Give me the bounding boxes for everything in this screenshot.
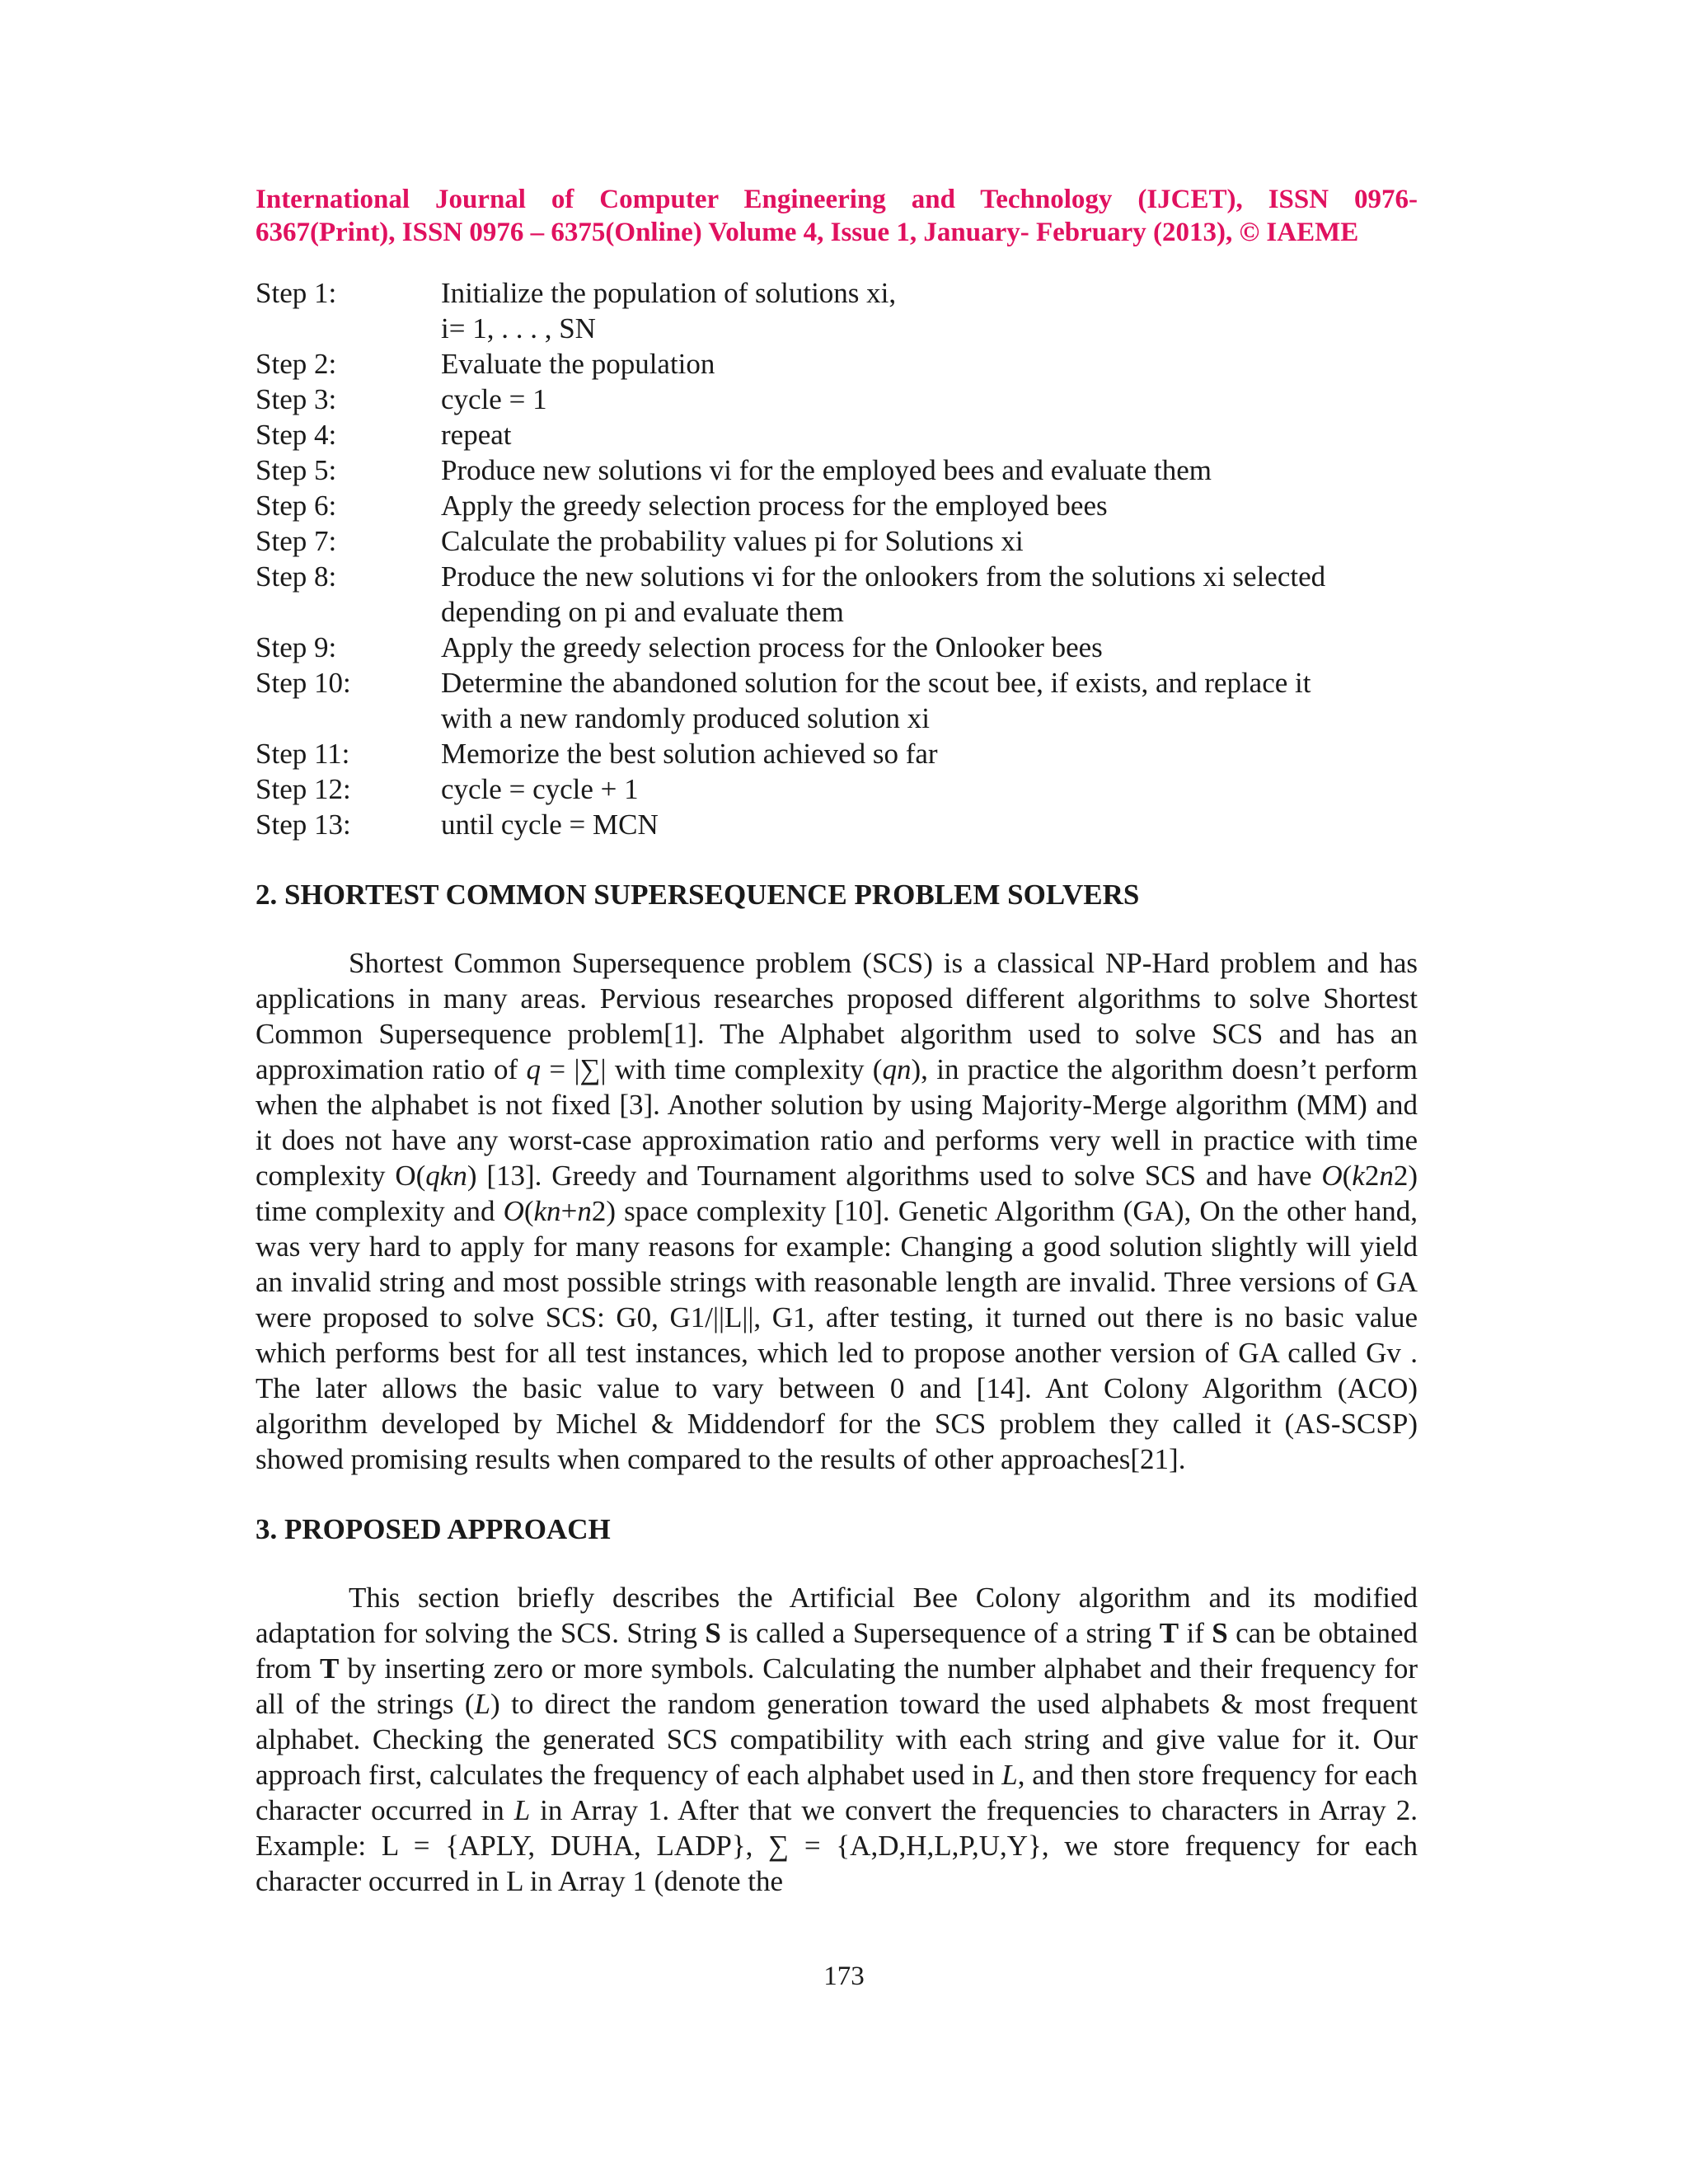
text-run: can be obtained from [256, 1617, 1418, 1685]
text-run: kn [533, 1195, 561, 1227]
step-description [441, 523, 1418, 559]
step-description [441, 488, 1418, 523]
text-run: T [1159, 1617, 1179, 1649]
step-label: Step 6: [256, 490, 337, 522]
step-line: Apply the greedy selection process for the employed bees [441, 490, 1108, 522]
step-row [256, 736, 1418, 771]
text-run: 2 [1364, 1160, 1380, 1192]
text-run: n [1379, 1160, 1394, 1192]
step-label: Step 10: [256, 667, 351, 699]
text-run: is called a Supersequence of a string [720, 1617, 1160, 1649]
text-run: L [474, 1688, 490, 1720]
step-row [256, 346, 1418, 382]
step-line: repeat [441, 419, 512, 451]
text-run: This section briefly describes the Artificial Bee Colony algorithm and its modified adaptation for solving the SCS. String [256, 1582, 1418, 1649]
step-line: Apply the greedy selection process for the Onlooker bees [441, 631, 1103, 663]
text-run: 2) space complexity [10]. Genetic Algorithm (GA), On the other hand, was very hard to apply for many reasons for example: Changing a good solution slightly will yield an invalid string and most possible strings with reasonable length are invalid. Three versions of GA were proposed to solve SCS: G0, G1/||L||, G1, after testing, it turned out there is no basic value which performs best for all test instances, which led to propose another version of GA called Gv . The later allows the basic value to vary between 0 and [14]. Ant Colony Algorithm (ACO) algorithm developed by Michel & Middendorf for the SCS problem they called it (AS-SCSP) showed promising results when compared to the results of other approaches[21]. [256, 1195, 1418, 1475]
text-run: ) to direct the random generation toward the used alphabets & most frequent alphabet. Checking the generated SCS compatibility with each string and give value for it. Our approach first, calculates the frequency of each alphabet used in [256, 1688, 1418, 1791]
text-run: S [705, 1617, 721, 1649]
step-row [256, 771, 1418, 807]
step-description [441, 771, 1418, 807]
step-description [441, 275, 1418, 346]
step-row [256, 559, 1418, 630]
step-row [256, 488, 1418, 523]
step-row [256, 665, 1418, 736]
step-description [441, 665, 1418, 736]
step-description [441, 736, 1418, 771]
text-run: qn [882, 1053, 912, 1085]
section-3-paragraph [256, 1580, 1418, 1899]
text-run: by inserting zero or more symbols. Calculating the number alphabet and their frequency for all of the strings ( [256, 1652, 1418, 1720]
step-row [256, 417, 1418, 452]
step-line: until cycle = MCN [441, 808, 659, 841]
step-line: Memorize the best solution achieved so far [441, 738, 938, 770]
step-description [441, 382, 1418, 417]
step-line: Produce new solutions vi for the employed bees and evaluate them [441, 454, 1212, 486]
section-3-title: 3. PROPOSED APPROACH [256, 1513, 611, 1545]
step-description [441, 630, 1418, 665]
step-label: Step 8: [256, 560, 337, 593]
journal-header [256, 183, 1418, 249]
text-run: L [513, 1794, 531, 1826]
step-label: Step 1: [256, 277, 337, 309]
text-run: n [577, 1195, 592, 1227]
text-run: in Array 1. After that we convert the frequencies to characters in Array 2. Example: L = {APLY, DUHA, LADP}, ∑ = {A,D,H,L,P,U,Y}, we store frequency for each character occurred in L in Array 1 (denote the [256, 1794, 1418, 1897]
step-label: Step 9: [256, 631, 337, 663]
text-run: ( [523, 1195, 534, 1227]
step-description [441, 346, 1418, 382]
section-2-title: 2. SHORTEST COMMON SUPERSEQUENCE PROBLEM SOLVERS [256, 879, 1140, 911]
step-label: Step 2: [256, 348, 337, 380]
step-line: depending on pi and evaluate them [441, 596, 844, 628]
page-content [256, 183, 1418, 1899]
text-run: T [320, 1652, 340, 1685]
step-description [441, 559, 1418, 630]
step-row [256, 382, 1418, 417]
step-line: Determine the abandoned solution for the scout bee, if exists, and replace it [441, 667, 1311, 699]
text-run: 2) time complexity and [256, 1160, 1418, 1227]
step-line: Evaluate the population [441, 348, 715, 380]
step-line: cycle = cycle + 1 [441, 773, 639, 805]
text-run: Shortest Common Supersequence problem (SCS) is a classical NP-Hard problem and has applications in many areas. Pervious researches proposed different algorithms to solve Shortest Common Supersequence problem[1]. The Alphabet algorithm used to solve SCS and has an approximation ratio of [256, 947, 1418, 1085]
text-run: O [503, 1195, 524, 1227]
text-run: qkn [425, 1160, 467, 1192]
step-line: i= 1, . . . , SN [441, 312, 596, 344]
section-2-paragraph [256, 945, 1418, 1477]
text-run: O [1321, 1160, 1343, 1192]
step-label: Step 4: [256, 419, 337, 451]
text-run: + [560, 1195, 578, 1227]
step-label: Step 11: [256, 738, 350, 770]
step-row [256, 452, 1418, 488]
step-label: Step 12: [256, 773, 351, 805]
step-row [256, 630, 1418, 665]
step-description [441, 807, 1418, 842]
step-description [441, 417, 1418, 452]
algorithm-steps [256, 275, 1418, 842]
step-line: with a new randomly produced solution xi [441, 702, 930, 734]
text-run: S [1212, 1617, 1228, 1649]
text-run: ( [1342, 1160, 1353, 1192]
text-run: = |∑| with time complexity ( [541, 1053, 883, 1085]
text-run: , and then store frequency for each character occurred in [256, 1759, 1418, 1826]
text-run: if [1179, 1617, 1212, 1649]
step-label: Step 5: [256, 454, 337, 486]
step-row [256, 807, 1418, 842]
step-label: Step 3: [256, 383, 337, 415]
step-row [256, 523, 1418, 559]
journal-header-line-2: 6367(Print), ISSN 0976 – 6375(Online) Volume 4, Issue 1, January- February (2013), © IAEME [256, 218, 1359, 247]
step-label: Step 13: [256, 808, 351, 841]
text-run: ), in practice the algorithm doesn’t perform when the alphabet is not fixed [3]. Another solution by using Majority-Merge algorithm (MM) and it does not have any worst-case approximation ratio and performs very well in practice with time complexity O( [256, 1053, 1418, 1192]
page-number: 173 [823, 1961, 865, 1991]
step-line: Initialize the population of solutions xi, [441, 277, 897, 309]
text-run: k [1352, 1160, 1365, 1192]
text-run: L [1001, 1759, 1018, 1791]
step-description [441, 452, 1418, 488]
step-row [256, 275, 1418, 346]
step-line: Calculate the probability values pi for Solutions xi [441, 525, 1024, 557]
journal-header-line-1: International Journal of Computer Engineering and Technology (IJCET), ISSN 0976- [256, 185, 1418, 214]
step-line: Produce the new solutions vi for the onlookers from the solutions xi selected [441, 560, 1326, 593]
step-line: cycle = 1 [441, 383, 547, 415]
text-run: q [526, 1053, 542, 1085]
step-label: Step 7: [256, 525, 337, 557]
text-run: ) [13]. Greedy and Tournament algorithms used to solve SCS and have [467, 1160, 1322, 1192]
